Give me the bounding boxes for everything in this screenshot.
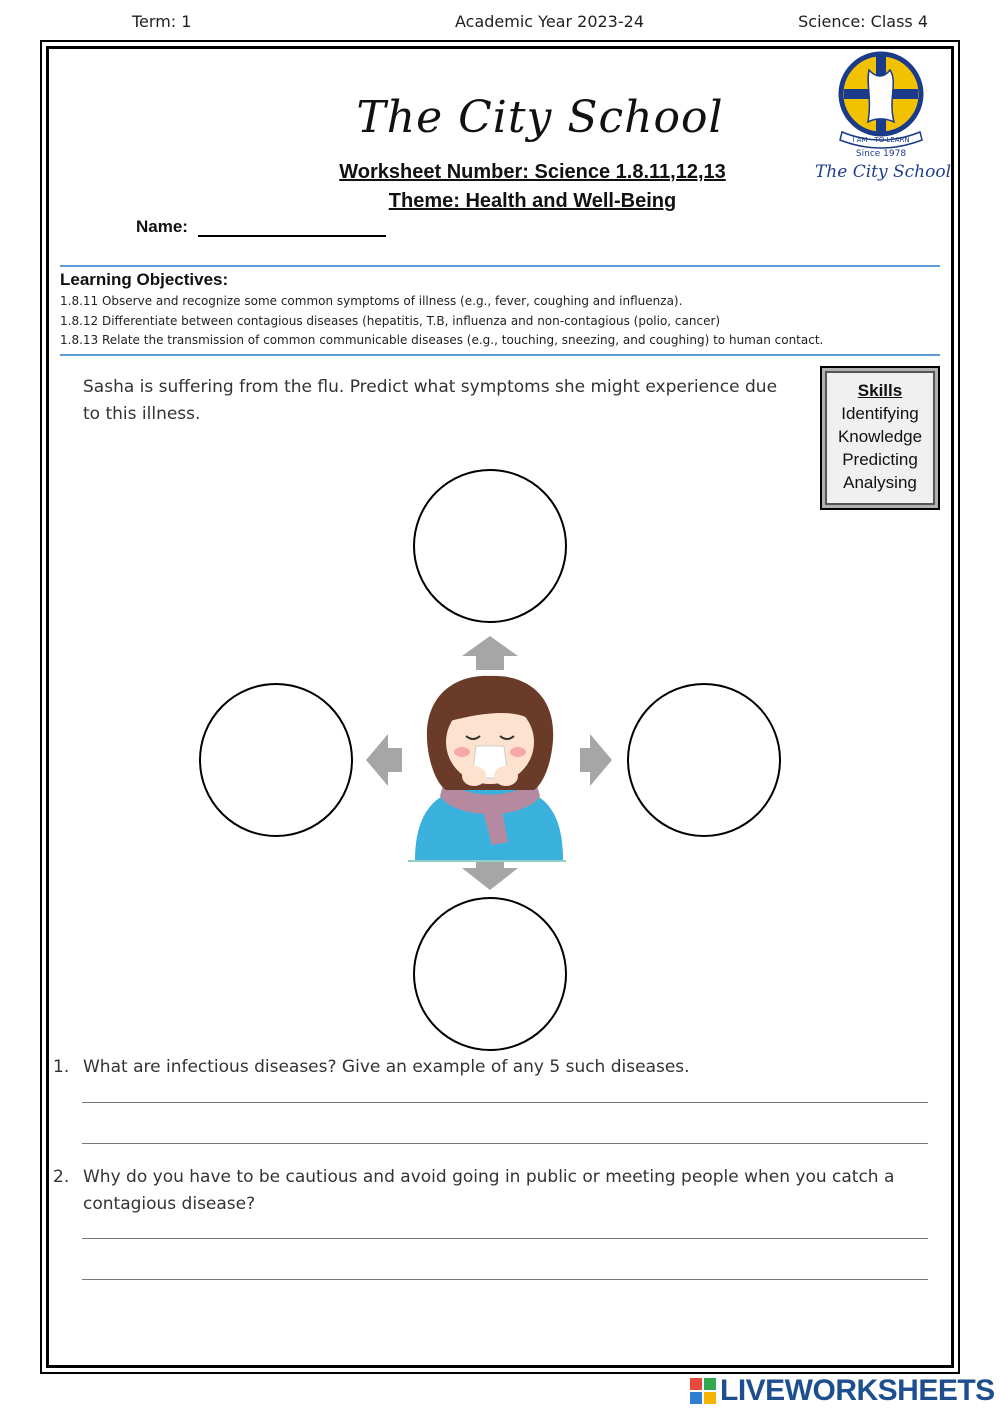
logo-motto: I AM - TO LEARN xyxy=(852,136,910,144)
liveworksheets-logo-icon xyxy=(690,1378,716,1404)
divider-top xyxy=(60,265,940,267)
name-field xyxy=(136,217,386,237)
name-input-line[interactable] xyxy=(198,221,386,237)
arrow-right-icon xyxy=(580,734,612,786)
liveworksheets-text: LIVEWORKSHEETS xyxy=(720,1374,995,1407)
arrow-left-icon xyxy=(366,734,402,786)
answer-line[interactable] xyxy=(82,1238,928,1239)
symptom-diagram xyxy=(190,460,790,1060)
liveworksheets-brand xyxy=(690,1374,995,1408)
school-title: The City School xyxy=(356,92,724,143)
question-text: Why do you have to be cautious and avoid going in public or meeting people when you catch a contagious disease? xyxy=(83,1167,895,1214)
skills-box xyxy=(820,366,940,510)
answer-line[interactable] xyxy=(82,1279,928,1280)
worksheet-theme: Theme: Health and Well-Being xyxy=(388,190,677,212)
skill-item: Identifying xyxy=(841,404,919,423)
skill-item: Predicting xyxy=(842,450,918,469)
arrow-up-icon xyxy=(462,636,518,670)
name-label: Name: xyxy=(136,217,188,236)
answer-circle-bottom[interactable] xyxy=(414,898,566,1050)
subject-class-label: Science: Class 4 xyxy=(798,12,928,31)
logo-caption: The City School xyxy=(814,162,952,182)
learning-objective-3: 1.8.13 Relate the transmission of common communicable diseases (e.g., touching, sneezing, and coughing) to human contact. xyxy=(60,333,824,347)
worksheet-number: Worksheet Number: Science 1.8.11,12,13 xyxy=(339,161,726,183)
activity-prompt: Sasha is suffering from the flu. Predict what symptoms she might experience due to this illness. xyxy=(83,377,778,424)
answer-circle-right[interactable] xyxy=(628,684,780,836)
learning-objective-1: 1.8.11 Observe and recognize some common symptoms of illness (e.g., fever, coughing and influenza). xyxy=(60,294,683,308)
skill-item: Knowledge xyxy=(837,427,923,446)
answer-circle-top[interactable] xyxy=(414,470,566,622)
question-number: 1. xyxy=(53,1057,70,1077)
academic-year-label: Academic Year 2023-24 xyxy=(455,12,644,31)
skills-title: Skills xyxy=(857,381,903,400)
answer-line[interactable] xyxy=(82,1143,928,1144)
term-label: Term: 1 xyxy=(132,12,192,31)
skill-item: Analysing xyxy=(843,473,917,492)
logo-since: Since 1978 xyxy=(855,149,907,159)
sick-girl-illustration xyxy=(408,676,566,862)
answer-circle-left[interactable] xyxy=(200,684,352,836)
question-number: 2. xyxy=(53,1167,70,1187)
learning-objectives-title: Learning Objectives: xyxy=(60,270,229,289)
question-text: What are infectious diseases? Give an example of any 5 such diseases. xyxy=(83,1057,690,1077)
learning-objective-2: 1.8.12 Differentiate between contagious diseases (hepatitis, T.B, influenza and non-contagious (polio, cancer) xyxy=(60,314,721,328)
answer-line[interactable] xyxy=(82,1102,928,1103)
divider-bottom xyxy=(60,354,940,356)
